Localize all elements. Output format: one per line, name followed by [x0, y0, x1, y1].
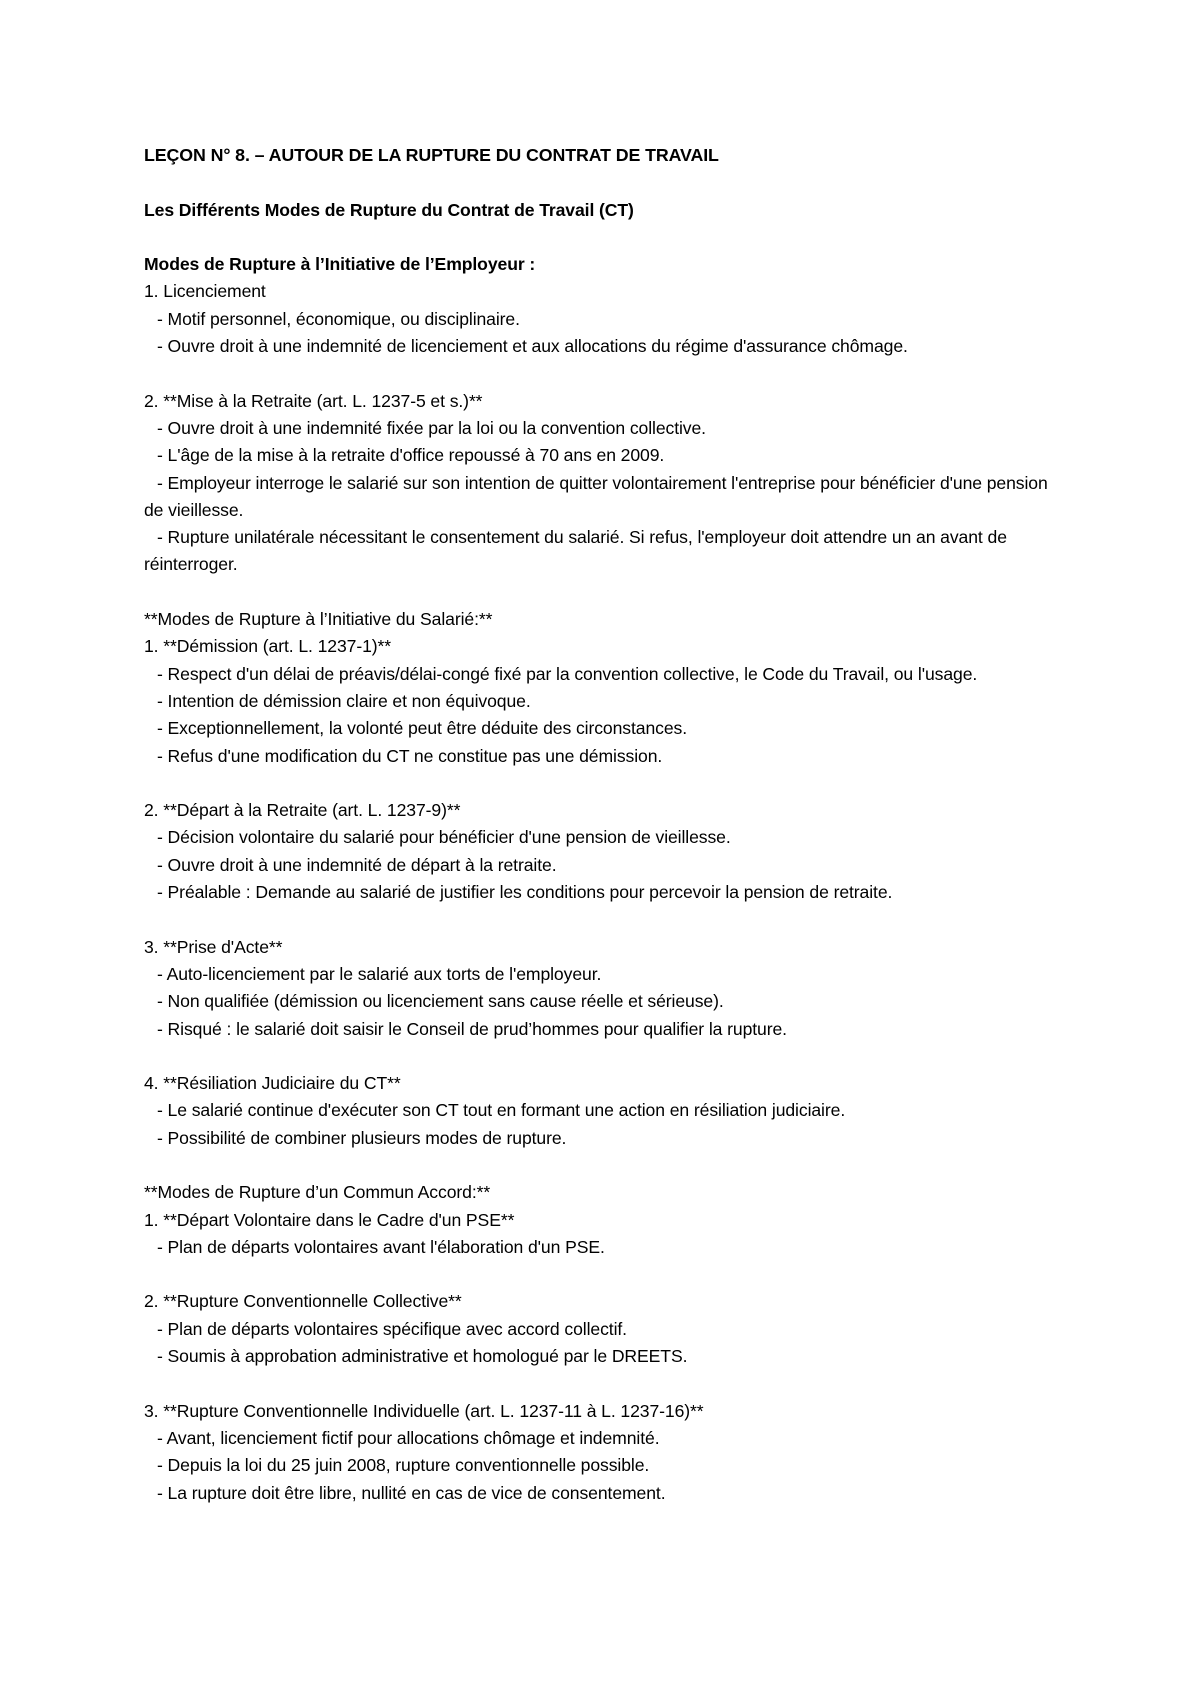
item-line: - Le salarié continue d'exécuter son CT tout en formant une action en résiliation judiciaire.	[157, 1100, 846, 1121]
employee-heading: **Modes de Rupture à l’Initiative du Salarié:**	[144, 609, 493, 630]
employee-item-2	[144, 797, 1064, 906]
employer-item-1	[144, 278, 1064, 360]
mutual-item-2	[144, 1288, 1064, 1370]
item-line: - Intention de démission claire et non équivoque.	[157, 690, 531, 711]
item-line: - Rupture unilatérale nécessitant le consentement du salarié. Si refus, l'employeur doit attendre un an avant de réinterroger.	[144, 527, 1007, 575]
item-title: 3. **Prise d'Acte**	[144, 936, 283, 957]
item-line: - Soumis à approbation administrative et homologué par le DREETS.	[157, 1346, 688, 1367]
section-subtitle: Les Différents Modes de Rupture du Contrat de Travail (CT)	[144, 199, 634, 220]
item-title: 1. **Démission (art. L. 1237-1)**	[144, 636, 392, 657]
item-line: - Plan de départs volontaires avant l'élaboration d'un PSE.	[157, 1236, 605, 1257]
item-line: - Refus d'une modification du CT ne constitue pas une démission.	[157, 745, 663, 766]
item-line: - Exceptionnellement, la volonté peut être déduite des circonstances.	[157, 718, 688, 739]
item-line: - Plan de départs volontaires spécifique avec accord collectif.	[157, 1318, 627, 1339]
mutual-item-1	[144, 1207, 1064, 1262]
item-line: - Possibilité de combiner plusieurs modes de rupture.	[157, 1127, 567, 1148]
employee-item-1	[144, 633, 1064, 769]
item-line: - L'âge de la mise à la retraite d'office repoussé à 70 ans en 2009.	[157, 445, 665, 466]
mutual-section	[144, 1179, 1064, 1507]
item-title: 1. **Départ Volontaire dans le Cadre d'un PSE**	[144, 1209, 515, 1230]
item-line: - Ouvre droit à une indemnité de départ à la retraite.	[157, 854, 557, 875]
item-line: - Décision volontaire du salarié pour bénéficier d'une pension de vieillesse.	[157, 827, 731, 848]
mutual-heading: **Modes de Rupture d’un Commun Accord:**	[144, 1182, 491, 1203]
employer-item-2	[144, 388, 1064, 579]
item-line: - Ouvre droit à une indemnité de licenciement et aux allocations du régime d'assurance chômage.	[157, 336, 908, 357]
employee-section	[144, 606, 1064, 1152]
item-title: 3. **Rupture Conventionnelle Individuelle (art. L. 1237-11 à L. 1237-16)**	[144, 1400, 704, 1421]
item-title: 2. **Mise à la Retraite (art. L. 1237-5 et s.)**	[144, 390, 483, 411]
employer-section	[144, 251, 1064, 579]
document-body	[144, 142, 1064, 1534]
item-line: - Non qualifiée (démission ou licenciement sans cause réelle et sérieuse).	[157, 991, 724, 1012]
item-line: - Depuis la loi du 25 juin 2008, rupture conventionnelle possible.	[157, 1455, 650, 1476]
employer-heading: Modes de Rupture à l’Initiative de l’Employeur :	[144, 254, 536, 275]
item-line: - Avant, licenciement fictif pour allocations chômage et indemnité.	[157, 1427, 660, 1448]
item-line: - Employeur interroge le salarié sur son intention de quitter volontairement l'entreprise pour bénéficier d'une pension de vieillesse.	[144, 472, 1048, 520]
lesson-title: LEÇON N° 8. – AUTOUR DE LA RUPTURE DU CONTRAT DE TRAVAIL	[144, 145, 719, 165]
employee-item-3	[144, 934, 1064, 1043]
item-title: 4. **Résiliation Judiciaire du CT**	[144, 1073, 401, 1094]
item-title: 2. **Rupture Conventionnelle Collective**	[144, 1291, 462, 1312]
employee-item-4	[144, 1070, 1064, 1152]
item-line: - Préalable : Demande au salarié de justifier les conditions pour percevoir la pension de retraite.	[157, 882, 893, 903]
item-title: 1. Licenciement	[144, 281, 266, 302]
item-line: - Ouvre droit à une indemnité fixée par la loi ou la convention collective.	[157, 417, 706, 438]
item-line: - Motif personnel, économique, ou disciplinaire.	[157, 308, 520, 329]
mutual-item-3	[144, 1398, 1064, 1507]
item-line: - La rupture doit être libre, nullité en cas de vice de consentement.	[157, 1482, 666, 1503]
item-title: 2. **Départ à la Retraite (art. L. 1237-9)**	[144, 800, 461, 821]
item-line: - Auto-licenciement par le salarié aux torts de l'employeur.	[157, 963, 602, 984]
item-line: - Respect d'un délai de préavis/délai-congé fixé par la convention collective, le Code du Travail, ou l'usage.	[157, 663, 978, 684]
item-line: - Risqué : le salarié doit saisir le Conseil de prud’hommes pour qualifier la rupture.	[157, 1018, 787, 1039]
